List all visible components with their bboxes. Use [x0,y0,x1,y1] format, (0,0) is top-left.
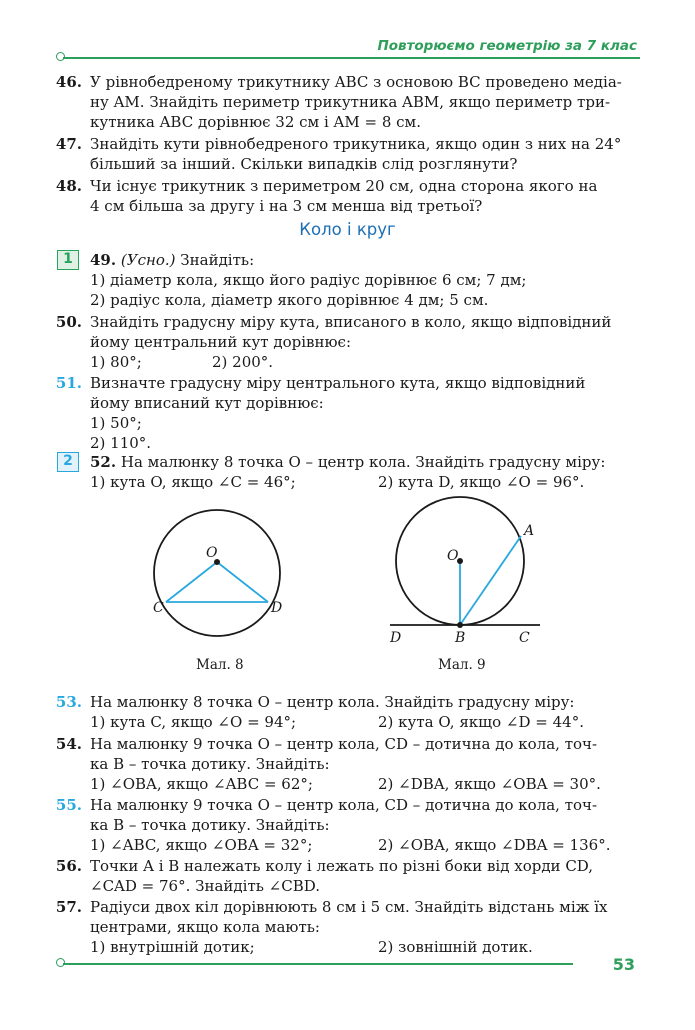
figure-9 [385,495,545,650]
problem-48-line-1: Чи існує трикутник з периметром 20 см, одна сторона якого на [90,177,598,195]
problem-46-line-2: ну AM. Знайдіть периметр трикутника ABM, якщо периметр три- [90,93,611,111]
fig8-label-c: C [153,600,164,616]
problem-51-line-1: Визначте градусну міру центрального кута, якщо відповідний [90,374,586,392]
problem-56-line-2: ∠CAD = 76°. Знайдіть ∠CBD. [90,877,321,895]
fig9-label-c: C [519,630,530,646]
problem-50-option-2: 2) 200°. [212,353,274,371]
problem-53-option-1: 1) кута C, якщо ∠O = 94°; [90,713,297,731]
fig9-label-o: O [447,548,459,564]
fig8-label-d: D [271,600,283,616]
problem-57-number: 57. [55,898,82,916]
problem-56-line-1: Точки A і B належать колу і лежать по різні боки від хорди CD, [90,857,594,875]
problem-55-line-2: ка B – точка дотику. Знайдіть: [90,816,330,834]
problem-53-option-2: 2) кута O, якщо ∠D = 44°. [378,713,584,731]
problem-51-option-2: 2) 110°. [90,434,152,452]
problem-54-option-2: 2) ∠DBA, якщо ∠OBA = 30°. [378,775,601,793]
problem-53-number: 53. [55,693,82,711]
problem-54-number: 54. [55,735,82,753]
footer-rule [63,963,573,965]
figure-9-caption: Мал. 9 [438,657,486,673]
problem-49-line-1 [90,250,254,270]
problem-47-line-1: Знайдіть кути рівнобедреного трикутника, якщо один з них на 24° [90,135,622,153]
problem-56-number: 56. [55,857,82,875]
problem-51-line-2: йому вписаний кут дорівнює: [90,394,324,412]
fig9-point-b [457,622,463,628]
fig8-circle [154,510,283,636]
problem-51-option-1: 1) 50°; [90,414,142,432]
problem-51-number: 51. [55,374,82,392]
problem-50-line-1: Знайдіть градусну міру кута, вписаного в коло, якщо відповідний [90,313,612,331]
problem-48-line-2: 4 см більша за другу і на 3 см менша від третьої? [90,197,483,215]
problem-52-line-1 [90,452,605,472]
problem-52-option-2: 2) кута D, якщо ∠O = 96°. [378,473,585,491]
problem-57-line-2: центрами, якщо кола мають: [90,918,320,936]
problem-46-number: 46. [55,73,82,91]
problem-50-line-2: йому центральний кут дорівнює: [90,333,351,351]
problem-53-line-1: На малюнку 8 точка O – центр кола. Знайдіть градусну міру: [90,693,575,711]
section-title: Коло і круг [299,220,396,239]
fig8-label-o: O [206,545,218,561]
level-2-badge: 2 [57,452,79,472]
header-title: Повторюємо геометрію за 7 клас [377,38,637,54]
problem-49-number: 49. [90,251,117,269]
page-number: 53 [612,955,635,974]
header-rule [63,57,640,59]
problem-47-number: 47. [55,135,82,153]
problem-50-number: 50. [55,313,82,331]
fig8-radius-od [217,562,268,602]
level-1-badge: 1 [57,250,79,270]
problem-47-line-2: більший за інший. Скільки випадків слід розглянути? [90,155,518,173]
problem-52-text: На малюнку 8 точка O – центр кола. Знайдіть градусну міру: [120,453,606,471]
problem-55-option-1: 1) ∠ABC, якщо ∠OBA = 32°; [90,836,313,854]
fig8-radius-oc [166,562,217,602]
problem-52-option-1: 1) кута O, якщо ∠C = 46°; [90,473,296,491]
problem-54-line-1: На малюнку 9 точка O – центр кола, CD – дотична до кола, точ- [90,735,598,753]
problem-52-number: 52. [90,453,117,471]
problem-50-option-1: 1) 80°; [90,353,142,371]
figure-8 [140,495,300,655]
fig9-chord-ba [460,536,521,625]
fig9-label-b: B [455,630,466,646]
figure-8-caption: Мал. 8 [196,657,244,673]
problem-55-number: 55. [55,796,82,814]
problem-55-option-2: 2) ∠OBA, якщо ∠DBA = 136°. [378,836,611,854]
problem-54-option-1: 1) ∠OBA, якщо ∠ABC = 62°; [90,775,313,793]
problem-57-option-2: 2) зовнішній дотик. [378,938,533,956]
problem-46-line-3: кутника ABC дорівнює 32 см і AM = 8 см. [90,113,421,131]
problem-49-oral: (Усно.) [120,251,176,269]
problem-46-line-1: У рівнобедреному трикутнику ABC з основою BC проведено медіа- [90,73,622,91]
fig9-label-a: A [524,523,535,539]
problem-54-line-2: ка B – точка дотику. Знайдіть: [90,755,330,773]
problem-55-line-1: На малюнку 9 точка O – центр кола, CD – дотична до кола, точ- [90,796,598,814]
problem-57-line-1: Радіуси двох кіл дорівнюють 8 см і 5 см. Знайдіть відстань між їх [90,898,608,916]
fig9-label-d: D [390,630,402,646]
problem-57-option-1: 1) внутрішній дотик; [90,938,255,956]
problem-49-line-2: 1) діаметр кола, якщо його радіус дорівнює 6 см; 7 дм; [90,271,527,289]
problem-49-text: Знайдіть: [175,251,255,269]
problem-49-line-3: 2) радіус кола, діаметр якого дорівнює 4 дм; 5 см. [90,291,489,309]
problem-48-number: 48. [55,177,82,195]
